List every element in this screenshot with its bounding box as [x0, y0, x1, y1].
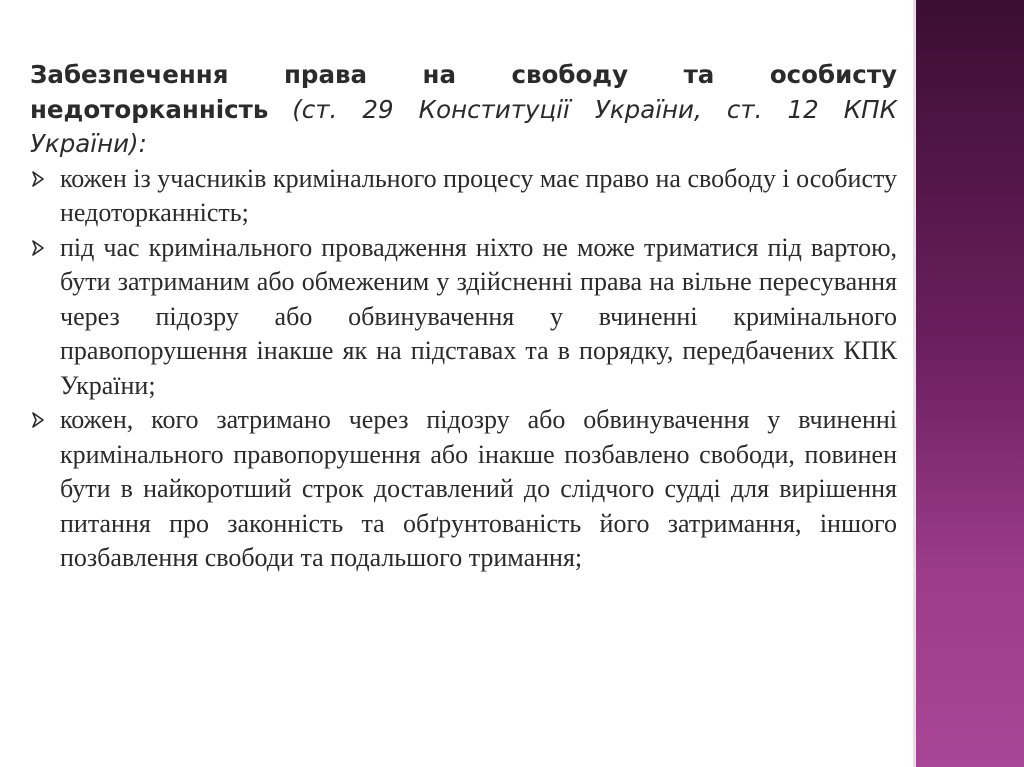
bullet-text: кожен, кого затримано через підозру або обвинувачення у вчиненні кримінального правопорушення або інакше позбавлено свободи, повинен бути в найкоротший строк доставлений до слідчого судді для вирішення питання про законність та обґрунтованість його затримання, іншого позбавлення свободи та подальшого тримання; [60, 405, 897, 572]
arrow-bullet-icon [30, 412, 46, 428]
bullet-list [30, 162, 897, 576]
list-item [30, 403, 897, 576]
list-item [30, 231, 897, 404]
bullet-text: кожен із учасників кримінального процесу має право на свободу і особисту недоторканність; [60, 163, 897, 227]
heading-title: Забезпечення права на свободу та особисту недоторканність [30, 60, 897, 124]
heading-reference: (ст. 29 Конституції України, ст. 12 КПК України): [30, 94, 897, 158]
bullet-text: під час кримінального провадження ніхто не може триматися під вартою, бути затриманим або обмеженим у здійсненні права на вільне пересування через підозру або обвинувачення у вчиненні кримінального правопорушення інакше як на підставах та в порядку, передбачених КПК України; [60, 232, 897, 400]
arrow-bullet-icon [30, 240, 46, 256]
list-item [30, 162, 897, 231]
slide-heading [30, 58, 897, 162]
arrow-bullet-icon [30, 171, 46, 187]
slide-content [30, 58, 897, 576]
accent-bar [916, 0, 1024, 767]
